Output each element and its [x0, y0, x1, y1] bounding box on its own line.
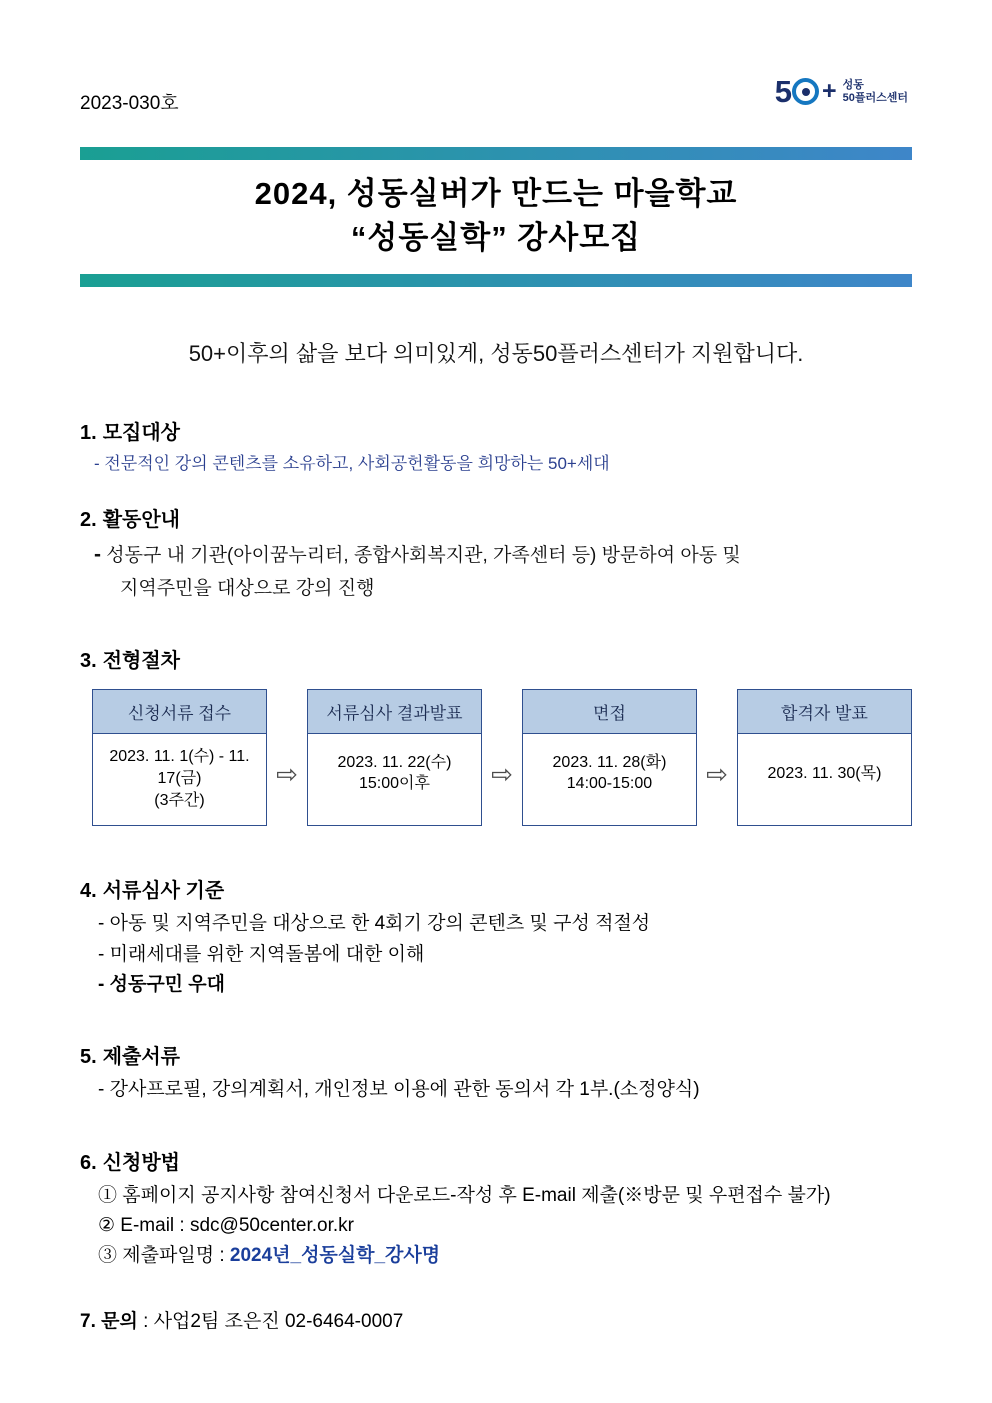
flow-arrow-icon: ⇨: [491, 759, 513, 790]
flow-step-title: 합격자 발표: [738, 690, 911, 734]
section-item-filename: [98, 1241, 912, 1271]
flow-arrow-icon: ⇨: [706, 759, 728, 790]
flow-step-line1: 2023. 11. 28(화): [552, 753, 667, 771]
flow-step-line2: 14:00-15:00: [566, 775, 653, 793]
flow-step-line1: 2023. 11. 30(목): [767, 764, 882, 782]
section-required-documents: [80, 1040, 912, 1105]
section-item: - 강사프로필, 강의계획서, 개인정보 이용에 관한 동의서 각 1부.(소정양식): [98, 1079, 700, 1101]
section-title: 제출서류: [102, 1046, 180, 1069]
section-number: 2.: [80, 509, 97, 532]
process-flow-diagram: [92, 689, 912, 826]
section-item-email: ② E-mail : sdc@50center.or.kr: [98, 1215, 354, 1237]
section-recruit-target: [80, 416, 912, 477]
section-item: [94, 538, 912, 573]
lead-text: 50+이후의 삶을 보다 의미있게, 성동50플러스센터가 지원합니다.: [188, 341, 804, 367]
section-item: ① 홈페이지 공지사항 참여신청서 다운로드-작성 후 E-mail 제출(※방문 및 우편접수 불가): [98, 1184, 831, 1206]
section-item: 지역주민을 대상으로 강의 진행: [120, 578, 375, 600]
contact-number: 7.: [80, 1310, 96, 1332]
title-banner: [80, 147, 912, 287]
section-selection-process: [80, 644, 912, 826]
contact-label: 문의: [101, 1310, 138, 1332]
flow-step-2: [307, 689, 482, 826]
section-title: 활동안내: [102, 509, 180, 532]
contact-value: : 사업2팀 조은진 02-6464-0007: [143, 1310, 404, 1332]
section-heading: [80, 644, 912, 673]
filename-highlight: 2024년_성동실학_강사명: [229, 1245, 441, 1267]
section-title: 전형절차: [102, 650, 180, 673]
flow-step-body: [523, 734, 696, 814]
title-line-1: 2024, 성동실버가 만드는 마을학교: [254, 176, 738, 211]
section-title: 모집대상: [102, 422, 180, 445]
section-contact: [80, 1306, 912, 1333]
flow-step-title: 면접: [523, 690, 696, 734]
logo-plus: +: [822, 77, 836, 105]
section-title: 서류심사 기준: [102, 880, 225, 903]
filename-prefix: ③ 제출파일명 :: [98, 1245, 230, 1267]
section-heading: [80, 503, 912, 532]
flow-step-title: 서류심사 결과발표: [308, 690, 481, 734]
flow-step-3: [522, 689, 697, 826]
section-number: 4.: [80, 880, 97, 903]
center-logo: [775, 76, 908, 107]
section-heading: [80, 1146, 912, 1175]
flow-step-body: [93, 734, 266, 825]
section-item: - 아동 및 지역주민을 대상으로 한 4회기 강의 콘텐츠 및 구성 적절성: [98, 913, 651, 935]
section-how-to-apply: [80, 1146, 912, 1272]
flow-step-4: [737, 689, 912, 826]
flow-step-line1: 2023. 11. 1(수) - 11. 17(금): [109, 748, 250, 787]
flow-step-line1: 2023. 11. 22(수): [337, 753, 452, 771]
flow-step-body: [308, 734, 481, 814]
section-activity-info: [80, 503, 912, 604]
flow-step-body: [738, 734, 911, 814]
section-item: - 미래세대를 위한 지역돌봄에 대한 이해: [98, 943, 425, 965]
section-heading: [80, 874, 912, 903]
logo-digit: 5: [774, 74, 792, 109]
section-review-criteria: [80, 874, 912, 1000]
flow-step-1: [92, 689, 267, 826]
document-header: [80, 0, 912, 115]
section-number: 6.: [80, 1151, 97, 1174]
section-number: 1.: [80, 422, 97, 445]
section-number: 5.: [80, 1046, 97, 1069]
section-heading: [80, 416, 912, 445]
document-number: 2023-030호: [80, 93, 179, 114]
flow-arrow-icon: ⇨: [276, 759, 298, 790]
logo-text-line1: 성동: [842, 78, 864, 91]
section-number: 3.: [80, 650, 97, 673]
flow-step-line2: (3주간): [154, 791, 205, 809]
section-heading: [80, 1040, 912, 1069]
logo-mark: [775, 76, 836, 107]
section-item-text: 성동구 내 기관(아이꿈누리터, 종합사회복지관, 가족센터 등) 방문하여 아동 및: [106, 545, 741, 567]
section-item: - 전문적인 강의 콘텐츠를 소유하고, 사회공헌활동을 희망하는 50+세대: [94, 454, 610, 474]
flow-step-title: 신청서류 접수: [93, 690, 266, 734]
dash-marker: -: [94, 543, 101, 567]
logo-text-line2: 50플러스센터: [842, 91, 908, 104]
logo-ring-icon: [792, 78, 819, 105]
section-title: 신청방법: [102, 1151, 180, 1174]
logo-text: [843, 79, 908, 104]
section-item: - 성동구민 우대: [98, 973, 226, 995]
title-line-2: “성동실학” 강사모집: [350, 220, 642, 256]
flow-step-line2: 15:00이후: [359, 775, 430, 793]
